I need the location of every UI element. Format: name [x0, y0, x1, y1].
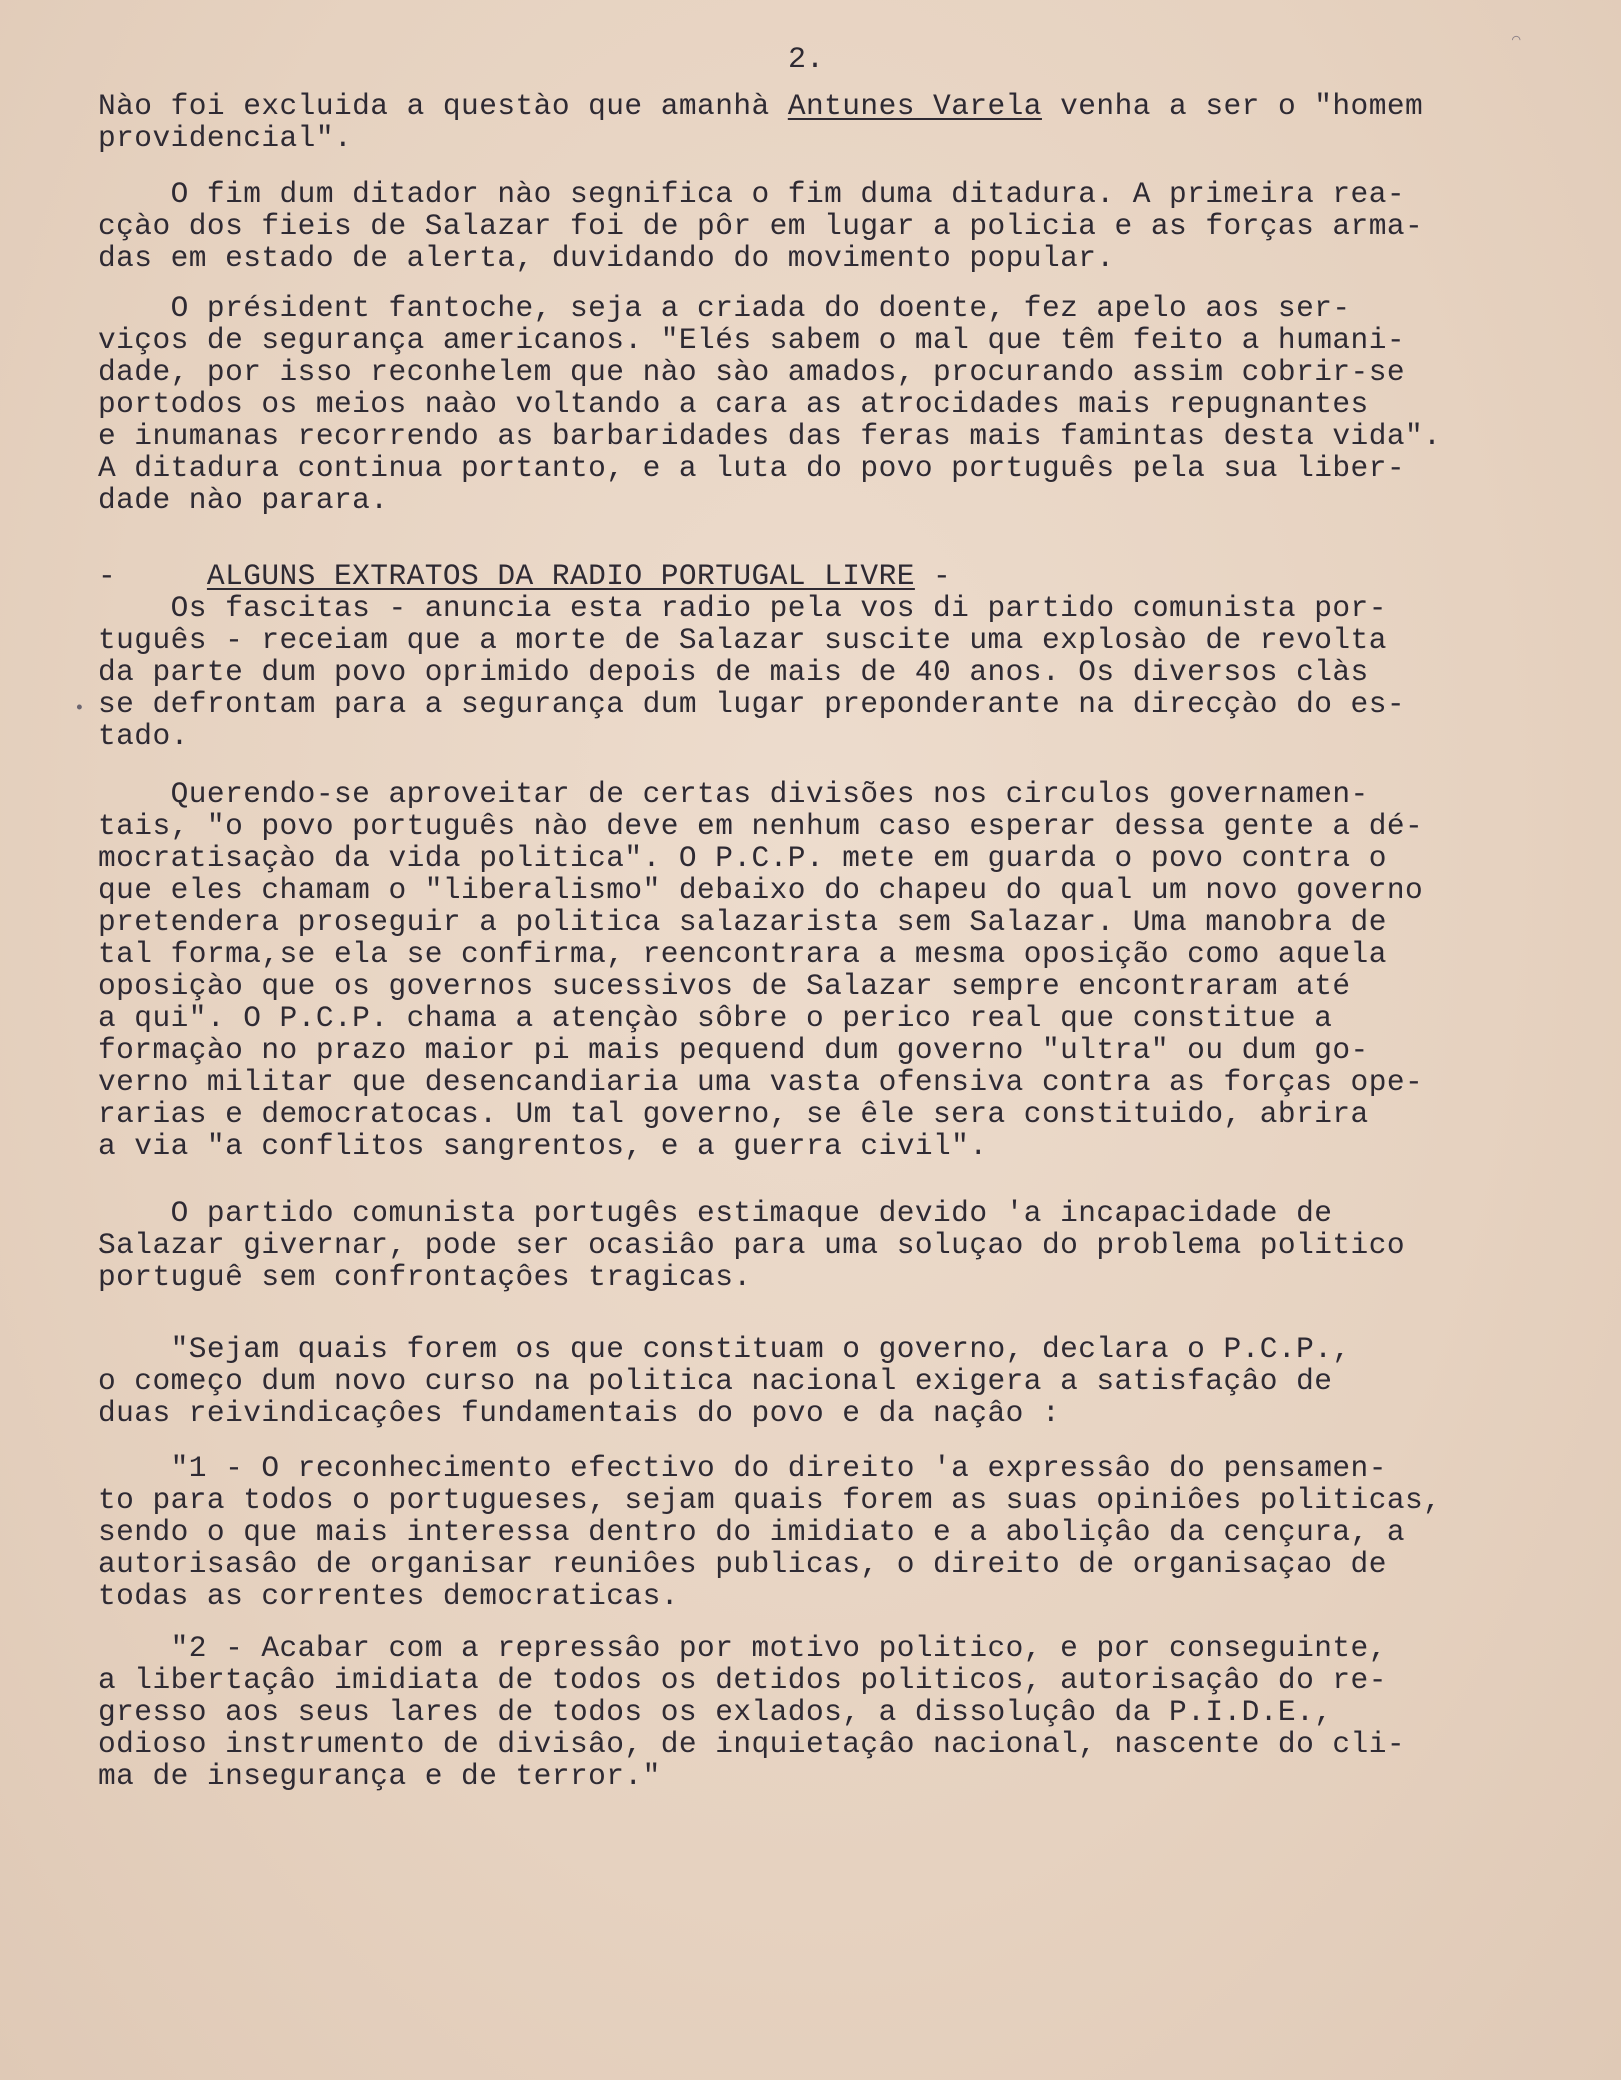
corner-ink-mark: ⌒ — [1512, 32, 1521, 48]
text-line: todas as correntes democraticas. — [98, 1579, 679, 1613]
text-line: portuguê sem confrontaçôes tragicas. — [98, 1260, 752, 1294]
text-line: O président fantoche, seja a criada do doente, fez apelo aos ser- — [98, 291, 1351, 325]
text-line: tais, "o povo português nào deve em nenhum caso esperar dessa gente a dé- — [98, 809, 1424, 843]
text-line: rarias e democratocas. Um tal governo, se êle sera constituido, abrira — [98, 1097, 1369, 1131]
paragraph-fim-do-ditador — [98, 178, 1538, 274]
text-line: portodos os meios naào voltando a cara as atrocidades mais repugnantes — [98, 387, 1369, 421]
text-line: a via "a conflitos sangrentos, e a guerra civil". — [98, 1129, 988, 1163]
paragraph-reivindicacao-2 — [98, 1632, 1538, 1792]
text-line: formaçào no prazo maior pi mais pequend dum governo "ultra" ou dum go- — [98, 1033, 1369, 1067]
text-line: que eles chamam o "liberalismo" debaixo do chapeu do qual um novo governo — [98, 873, 1424, 907]
text-line: "2 - Acabar com a repressâo por motivo politico, e por conseguinte, — [98, 1631, 1387, 1665]
paragraph-antunes-varela — [98, 90, 1538, 154]
text-line: tado. — [98, 719, 189, 753]
text-line: dade nào parara. — [98, 483, 389, 517]
text-line: verno militar que desencandiaria uma vasta ofensiva contra as forças ope- — [98, 1065, 1424, 1099]
text-line: providencial". — [98, 121, 353, 155]
paragraph-reivindicacoes — [98, 1333, 1538, 1429]
text-line: - ALGUNS EXTRATOS DA RADIO PORTUGAL LIVRE - — [98, 559, 952, 593]
text-line: da parte dum povo oprimido depois de mais de 40 anos. Os diversos clàs — [98, 655, 1369, 689]
text-line: Querendo-se aproveitar de certas divisões nos circulos governamen- — [98, 777, 1369, 811]
text-line: viços de segurança americanos. "Elés sabem o mal que têm feito a humani- — [98, 323, 1406, 357]
text-line: Nào foi excluida a questào que amanhà Antunes Varela venha a ser o "homem — [98, 89, 1424, 123]
text-line: odioso instrumento de divisâo, de inquietaçâo nacional, nascente do cli- — [98, 1727, 1406, 1761]
text-line: o começo dum novo curso na politica nacional exigera a satisfaçâo de — [98, 1364, 1333, 1398]
text-line: A ditadura continua portanto, e a luta do povo português pela sua liber- — [98, 451, 1406, 485]
text-line: das em estado de alerta, duvidando do movimento popular. — [98, 241, 1115, 275]
underlined-text: ALGUNS EXTRATOS DA RADIO PORTUGAL LIVRE — [206, 559, 915, 593]
text-line: "1 - O reconhecimento efectivo do direito 'a expressâo do pensamen- — [98, 1451, 1387, 1485]
text-line: O fim dum ditador nào segnifica o fim duma ditadura. A primeira rea- — [98, 177, 1406, 211]
text-line: e inumanas recorrendo as barbaridades das feras mais famintas desta vida". — [98, 419, 1442, 453]
text-line: a qui". O P.C.P. chama a atençào sôbre o perico real que constitue a — [98, 1001, 1333, 1035]
text-line: Salazar givernar, pode ser ocasiâo para uma soluçao do problema politico — [98, 1228, 1406, 1262]
text-line: pretendera proseguir a politica salazarista sem Salazar. Uma manobra de — [98, 905, 1387, 939]
paragraph-pcp-estima — [98, 1197, 1538, 1293]
text-line: gresso aos seus lares de todos os exlados, a dissoluçâo da P.I.D.E., — [98, 1695, 1333, 1729]
text-line: Os fascitas - anuncia esta radio pela vos di partido comunista por- — [98, 591, 1387, 625]
page-number: 2. — [788, 43, 825, 77]
text-line: "Sejam quais forem os que constituam o governo, declara o P.C.P., — [98, 1332, 1351, 1366]
text-line: duas reivindicaçôes fundamentais do povo e da naçâo : — [98, 1396, 1061, 1430]
text-line: dade, por isso reconhelem que nào sào amados, procurando assim cobrir-se — [98, 355, 1406, 389]
text-line: a libertaçâo imidiata de todos os detidos politicos, autorisaçâo do re- — [98, 1663, 1387, 1697]
text-line: autorisasâo de organisar reuniôes publicas, o direito de organisaçao de — [98, 1547, 1387, 1581]
text-line: ma de insegurança e de terror." — [98, 1759, 661, 1793]
text-line: se defrontam para a segurança dum lugar preponderante na direcçào do es- — [98, 687, 1406, 721]
underlined-text: Antunes Varela — [787, 89, 1042, 123]
paragraph-presidente-fantoche — [98, 292, 1538, 516]
stray-ink-dot: • — [74, 699, 85, 719]
text-line: mocratisaçào da vida politica". O P.C.P. mete em guarda o povo contra o — [98, 841, 1387, 875]
text-line: oposiçào que os governos sucessivos de Salazar sempre encontraram até — [98, 969, 1351, 1003]
text-line: sendo o que mais interessa dentro do imidiato e a aboliçâo da cençura, a — [98, 1515, 1406, 1549]
paragraph-reivindicacao-1 — [98, 1452, 1538, 1612]
text-line: tuguês - receiam que a morte de Salazar suscite uma explosào de revolta — [98, 623, 1387, 657]
text-line: cçào dos fieis de Salazar foi de pôr em lugar a policia e as forças arma- — [98, 209, 1424, 243]
text-line: tal forma,se ela se confirma, reencontrara a mesma oposição como aquela — [98, 937, 1387, 971]
text-line: to para todos o portugueses, sejam quais forem as suas opiniôes politicas, — [98, 1483, 1442, 1517]
text-line: O partido comunista portugês estimaque devido 'a incapacidade de — [98, 1196, 1333, 1230]
section-radio-portugal-livre — [98, 560, 1538, 752]
paragraph-divisoes-governamentais — [98, 778, 1538, 1162]
